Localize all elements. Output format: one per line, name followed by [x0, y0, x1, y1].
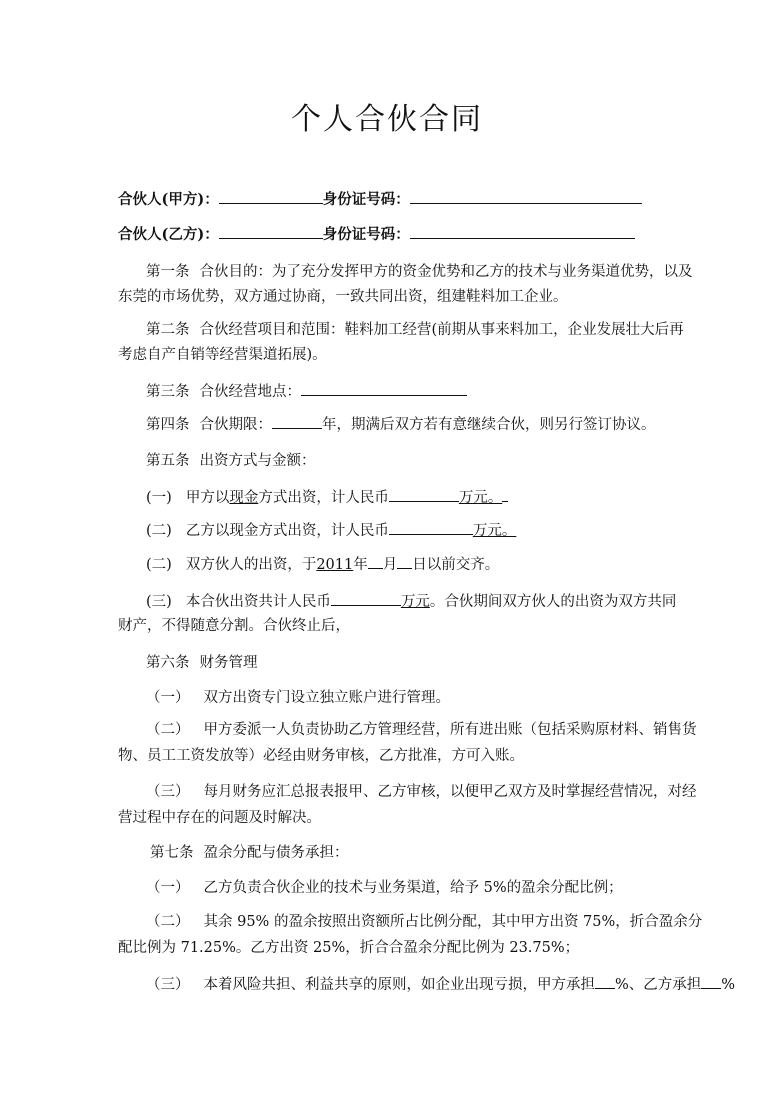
article-6-item-1: [146, 688, 450, 708]
article-2-line-1: [146, 320, 684, 340]
party-a-amount-blank: [389, 486, 459, 502]
party-b-amount-blank: [389, 519, 473, 535]
article-7-item-3: [146, 973, 735, 995]
month-blank: [368, 553, 383, 569]
article-4-pre: 合伙期限：: [199, 417, 272, 433]
party-a-label: 合伙人(甲方)：: [118, 191, 219, 208]
item-text: 本合伙出资共计人民币: [185, 594, 331, 610]
item-number: (二): [146, 523, 172, 539]
percent-sign: %: [721, 977, 736, 993]
year-label: 年: [353, 557, 368, 573]
item-text: 其余 95% 的盈余按照出资额所占比例分配，其中甲方出资 75%，折合盈余分: [203, 914, 703, 930]
article-5-item-1: [146, 486, 508, 508]
party-b-id-blank: [410, 223, 635, 239]
location-blank: [301, 380, 467, 396]
item-number: （一）: [146, 690, 190, 706]
article-1-text-1: 合伙目的：为了充分发挥甲方的资金优势和乙方的技术与业务渠道优势，以及: [199, 264, 693, 280]
item-text: 乙方以现金方式出资，计人民币: [185, 523, 389, 539]
item-number: (一): [146, 490, 172, 506]
article-5-item-4-line-2: 财产，不得随意分割。合伙终止后，: [118, 618, 350, 634]
party-a-id-label: 身份证号码：: [322, 191, 410, 208]
underlined-cash: 现金: [229, 490, 259, 506]
article-6-item-2-line-2: 物、员工工资发放等）必经由财务审核，乙方批准，方可入账。: [118, 748, 524, 764]
party-b-name-blank: [219, 223, 323, 239]
day-label: 日以前交齐。: [412, 557, 500, 573]
item-number: （二）: [146, 914, 190, 930]
deposit-year: 2011: [316, 557, 354, 573]
item-text: 甲方委派一人负责协助乙方管理经营，所有进出账（包括采购原材料、销售货: [203, 722, 697, 738]
item-number: （二）: [146, 722, 190, 738]
party-a-id-blank: [410, 188, 642, 204]
article-6-item-3: [146, 782, 697, 802]
party-b-loss-share-blank: [701, 973, 721, 989]
article-1-line-1: [146, 262, 693, 282]
article-1-line-2: 东莞的市场优势，双方通过协商，一致共同出资，组建鞋料加工企业。: [118, 289, 568, 305]
item-number: (二): [146, 557, 172, 573]
unit-underline-tail: [502, 486, 508, 502]
party-b-id-label: 身份证号码：: [322, 226, 410, 243]
article-3-head: 第三条: [146, 384, 190, 400]
total-amount-blank: [331, 590, 401, 606]
article-2-text-1: 合伙经营项目和范围：鞋料加工经营(前期从事来料加工，企业发展壮大后再: [199, 322, 684, 338]
article-4-post: 年，期满后双方若有意继续合伙，则另行签订协议。: [322, 417, 656, 433]
article-5-item-2: [146, 519, 516, 541]
item-text: 每月财务应汇总报表报甲、乙方审核，以便甲乙双方及时掌握经营情况，对经: [203, 784, 697, 800]
article-2-line-2: 考虑自产自销等经营渠道拓展)。: [118, 347, 327, 363]
article-7-head: 第七条: [150, 845, 194, 861]
article-3-text: 合伙经营地点：: [199, 384, 301, 400]
article-7-item-2: [146, 912, 702, 932]
article-6-item-2: [146, 720, 697, 740]
item-number: （三）: [146, 977, 190, 993]
item-text: 本着风险共担、利益共享的原则，如企业出现亏损，甲方承担: [203, 977, 595, 993]
item-text-post: 。合伙期间双方伙人的出资为双方共同: [429, 594, 677, 610]
article-5-item-3: [146, 553, 499, 575]
item-text-mid: %、乙方承担: [615, 977, 702, 993]
article-6: [146, 653, 258, 673]
article-4: [146, 413, 656, 435]
article-5-item-4: [146, 590, 676, 612]
item-text: 双方伙人的出资，于: [185, 557, 317, 573]
document-title: 个人合伙合同: [291, 102, 483, 137]
item-unit: 万元。: [458, 490, 503, 506]
item-text: 乙方负责合伙企业的技术与业务渠道，给予 5%的盈余分配比例；: [203, 880, 623, 896]
party-a-name-blank: [219, 188, 323, 204]
party-b-row: [118, 223, 635, 245]
article-6-head: 第六条: [146, 655, 190, 671]
item-number: （三）: [146, 784, 190, 800]
term-years-blank: [272, 413, 322, 429]
article-7-item-1: [146, 878, 623, 898]
item-text: 双方出资专门设立独立账户进行管理。: [203, 690, 450, 706]
article-4-head: 第四条: [146, 417, 190, 433]
article-7: [150, 843, 349, 863]
article-7-text: 盈余分配与债务承担：: [203, 845, 349, 861]
item-unit: 万元: [400, 594, 430, 610]
article-3: [146, 380, 467, 402]
party-b-label: 合伙人(乙方)：: [118, 226, 219, 243]
month-label: 月: [382, 557, 398, 573]
party-a-loss-share-blank: [595, 973, 615, 989]
article-5: [146, 451, 316, 471]
item-text: 甲方以: [185, 490, 230, 506]
article-2-head: 第二条: [146, 322, 190, 338]
item-unit: 万元。: [472, 523, 517, 539]
item-number: （一）: [146, 880, 190, 896]
day-blank: [397, 553, 412, 569]
article-6-text: 财务管理: [199, 655, 258, 671]
article-5-head: 第五条: [146, 453, 190, 469]
item-text-mid: 方式出资，计人民币: [258, 490, 389, 506]
article-1-head: 第一条: [146, 264, 190, 280]
article-7-item-2-line-2: 配比例为 71.25%。乙方出资 25%，折合合盈余分配比例为 23.75%；: [118, 940, 580, 956]
article-6-item-3-line-2: 营过程中存在的问题及时解决。: [118, 810, 321, 826]
party-a-row: [118, 188, 642, 210]
article-5-text: 出资方式与金额：: [199, 453, 316, 469]
item-number: (三): [146, 594, 172, 610]
